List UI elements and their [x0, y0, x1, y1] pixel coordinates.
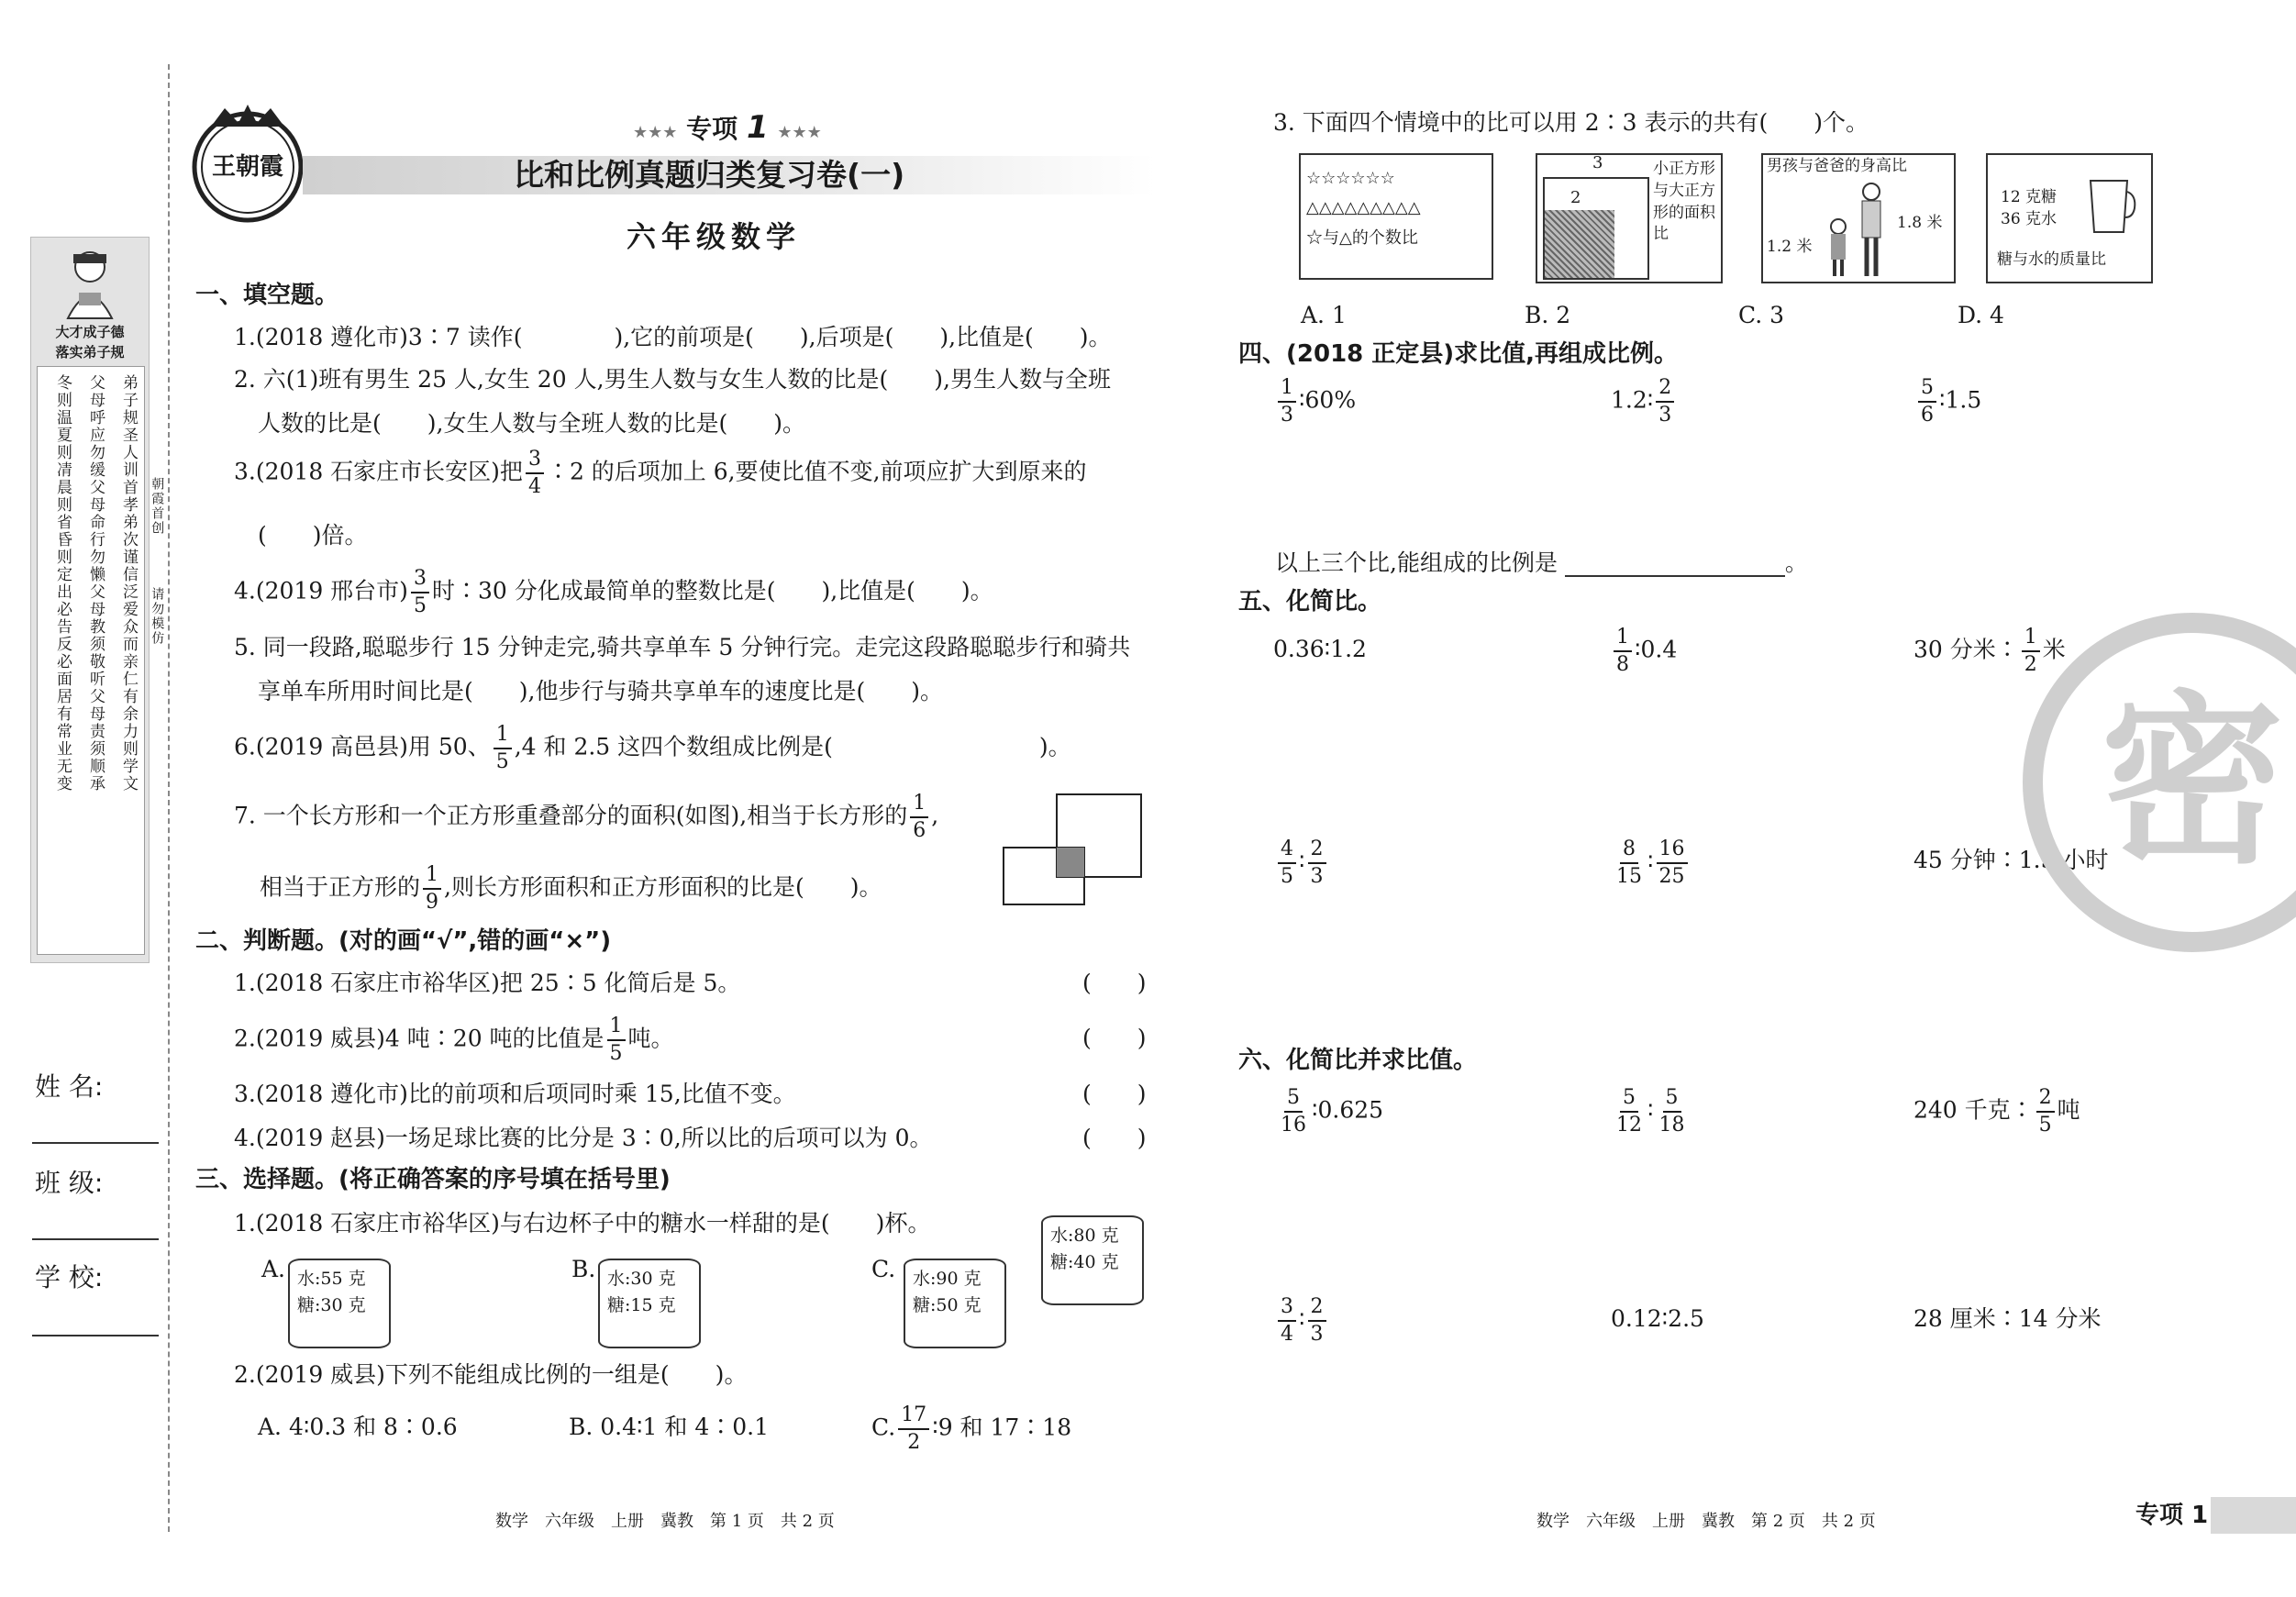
- scene-3: [1761, 153, 1956, 283]
- fraction-17-2: $\frac{17}{2}$: [898, 1405, 929, 1453]
- ratio-4-2-text: 1.2∶: [1611, 386, 1654, 414]
- fraction-4-5: $\frac{4}{5}$: [1278, 839, 1296, 887]
- simplify-5-3-suffix: 米: [2042, 636, 2066, 663]
- simplify-5-2: [1611, 627, 1677, 675]
- sidebar-motto-1: 大才成子德: [55, 324, 125, 340]
- corner-topic-label: 专项 1: [2135, 1502, 2209, 1529]
- ratio-4-3-text: ∶1.5: [1939, 386, 1982, 414]
- simplify-6-1: [1275, 1088, 1383, 1136]
- simplify-5-1: 0.36∶1.2: [1273, 636, 1367, 662]
- scene-2-small-square: [1545, 210, 1614, 278]
- choice-q1: 1.(2018 石家庄市裕华区)与右边杯子中的糖水一样甜的是( )杯。: [234, 1210, 931, 1237]
- cup-b-label: B.: [571, 1256, 596, 1282]
- cup-a-sugar: 糖:30 克: [297, 1294, 366, 1315]
- topic-stars-left: ★★★: [633, 123, 678, 142]
- judge-q3: 3.(2018 遵化市)比的前项和后项同时乘 15,比值不变。: [234, 1081, 796, 1107]
- scene-2-top-label: 3: [1592, 153, 1603, 172]
- scene-3-title: 男孩与爸爸的身高比: [1767, 157, 1907, 175]
- brand-logo-text: 王朝霞: [211, 153, 283, 181]
- fill-q2-line1: 2. 六(1)班有男生 25 人,女生 20 人,男生人数与女生人数的比是( ),男生人数与全班: [234, 366, 1111, 393]
- topic-stars-right: ★★★: [777, 123, 822, 142]
- page-title: 比和比例真题归类复习卷(一): [514, 157, 905, 193]
- proportion-answer-line[interactable]: [1565, 555, 1785, 577]
- scene-2-caption: 小正方形与大正方形的面积比: [1653, 160, 1715, 244]
- fill-q4-suffix: 时∶30 分化成最简单的整数比是( ),比值是( )。: [431, 577, 993, 604]
- simplify-5-4-colon: ∶: [1299, 848, 1305, 875]
- choice-q3-option-c[interactable]: C. 3: [1738, 302, 1785, 328]
- sidebar-verse-box: [37, 366, 145, 955]
- choice-q3: 3. 下面四个情境中的比可以用 2∶3 表示的共有( )个。: [1273, 109, 1869, 136]
- cup-b: [598, 1259, 701, 1348]
- topic-label: [633, 108, 822, 148]
- strip-label-2: 请勿模仿: [150, 587, 165, 646]
- choice-q3-option-d[interactable]: D. 4: [1958, 302, 2004, 328]
- simplify-6-3: [1913, 1088, 2080, 1136]
- fraction-1-3: $\frac{1}{3}$: [1278, 378, 1296, 426]
- mascot-icon: [59, 247, 121, 320]
- cup-a-label: A.: [261, 1256, 286, 1282]
- right-page-footer: 数学 六年级 上册 冀教 第 2 页 共 2 页: [1536, 1512, 1876, 1531]
- corner-band: [2211, 1497, 2296, 1534]
- fill-q3-prefix: 3.(2018 石家庄市长安区)把: [234, 458, 523, 485]
- fill-q7-comma: ,: [931, 802, 939, 829]
- cup-c: [904, 1259, 1006, 1348]
- section-6-heading: 六、化简比并求比值。: [1238, 1047, 1478, 1074]
- section-2-heading: 二、判断题。(对的画“√”,错的画“×”): [195, 927, 612, 955]
- cup-a: [288, 1259, 391, 1348]
- judge-answer-2[interactable]: ( ): [1082, 1025, 1147, 1051]
- sidebar-verse-col-3: 冬则温夏则凊晨则省昏则定出必告反必面居有常业无变: [53, 374, 72, 793]
- fraction-5-6: $\frac{5}{6}$: [1918, 378, 1936, 426]
- page-subtitle: 六年级数学: [627, 219, 802, 254]
- judge-q1: 1.(2018 石家庄市裕华区)把 25∶5 化简后是 5。: [234, 970, 741, 996]
- judge-q2-prefix: 2.(2019 威县)4 吨∶20 吨的比值是: [234, 1025, 605, 1052]
- choice-q2-option-c[interactable]: [871, 1405, 1071, 1453]
- fraction-1-5: $\frac{1}{5}$: [494, 725, 512, 772]
- fill-q7b-prefix: 相当于正方形的: [260, 873, 421, 901]
- choice-q3-option-a[interactable]: A. 1: [1301, 302, 1347, 328]
- proportion-prompt-text: 以上三个比,能组成的比例是: [1275, 549, 1558, 576]
- scene-2: [1536, 153, 1723, 283]
- fill-q6-prefix: 6.(2019 高邑县)用 50、: [234, 733, 491, 760]
- sidebar-motto-2: 落实弟子规: [55, 344, 125, 360]
- cup-b-sugar: 糖:15 克: [607, 1294, 676, 1315]
- cut-line: [168, 64, 170, 1532]
- scene-4-cup-icon: [2087, 177, 2138, 236]
- fraction-1-8: $\frac{1}{8}$: [1614, 627, 1632, 675]
- class-field-line[interactable]: [32, 1238, 159, 1240]
- scene-4: [1986, 153, 2153, 283]
- scene-4-water: 36 克水: [2001, 210, 2058, 228]
- fraction-3-4: $\frac{3}{4}$: [526, 449, 544, 497]
- ratio-4-2: [1611, 378, 1677, 426]
- section-3-heading: 三、选择题。(将正确答案的序号填在括号里): [195, 1166, 671, 1193]
- simplify-5-3: [1913, 627, 2066, 675]
- cup-a-water: 水:55 克: [297, 1269, 366, 1289]
- reference-cup: [1041, 1215, 1144, 1305]
- simplify-6-2: [1611, 1088, 1691, 1136]
- judge-answer-3[interactable]: ( ): [1082, 1081, 1147, 1107]
- simplify-6-4: [1275, 1297, 1329, 1345]
- section-1-heading: 一、填空题。: [195, 282, 339, 309]
- fraction-16-25: $\frac{16}{25}$: [1657, 839, 1688, 887]
- judge-answer-1[interactable]: ( ): [1082, 970, 1147, 996]
- sidebar-verse-col-1: 弟子规圣人训首孝弟次谨信泛爱众而亲仁有余力则学文: [119, 374, 138, 793]
- judge-q2-suffix: 吨。: [627, 1025, 674, 1052]
- simplify-6-2-colon: ∶: [1647, 1096, 1654, 1124]
- fraction-1-6: $\frac{1}{6}$: [910, 793, 928, 841]
- fraction-5-16: $\frac{5}{16}$: [1281, 1086, 1306, 1137]
- simplify-6-3-prefix: 240 千克∶: [1913, 1096, 2034, 1124]
- proportion-prompt-end: 。: [1784, 549, 1808, 576]
- fraction-2-3: $\frac{2}{3}$: [1656, 378, 1674, 426]
- fill-q7b-suffix: ,则长方形面积和正方形面积的比是( )。: [444, 873, 882, 901]
- cup-c-label: C.: [871, 1256, 896, 1282]
- cup-c-water: 水:90 克: [913, 1269, 982, 1289]
- simplify-5-3-prefix: 30 分米∶: [1913, 636, 2019, 663]
- judge-answer-4[interactable]: ( ): [1082, 1125, 1147, 1151]
- name-field-label: 姓 名:: [35, 1071, 104, 1102]
- cup-c-sugar: 糖:50 克: [913, 1294, 982, 1315]
- sidebar-panel: [30, 237, 150, 963]
- simplify-6-3-suffix: 吨: [2057, 1096, 2080, 1124]
- simplify-6-6: 28 厘米∶14 分米: [1913, 1305, 2102, 1332]
- left-page-footer: 数学 六年级 上册 冀教 第 1 页 共 2 页: [495, 1512, 835, 1531]
- scene-1-caption: ☆与△的个数比: [1306, 227, 1418, 248]
- sidebar-verse-col-2: 父母呼应勿缓父母命行勿懒父母教须敬听父母责须顺承: [86, 374, 105, 793]
- simplify-6-4-colon: ∶: [1299, 1305, 1305, 1333]
- simplify-6-1-text: ∶0.625: [1312, 1096, 1384, 1124]
- simplify-5-6: 45 分钟∶1.5 小时: [1913, 847, 2109, 873]
- fill-q6: [234, 725, 1071, 772]
- simplify-5-4: [1275, 839, 1329, 887]
- reference-cup-water: 水:80 克: [1050, 1225, 1119, 1246]
- section-4-heading: 四、(2018 正定县)求比值,再组成比例。: [1238, 340, 1679, 368]
- reference-cup-sugar: 糖:40 克: [1050, 1251, 1119, 1272]
- ratio-4-3: [1915, 378, 1981, 426]
- fill-q3-suffix: ∶2 的后项加上 6,要使比值不变,前项应扩大到原来的: [546, 458, 1087, 485]
- ratio-4-1: [1275, 378, 1356, 426]
- fraction-8-15: $\frac{8}{15}$: [1616, 837, 1642, 888]
- judge-q2: [234, 1016, 674, 1064]
- scene-3-figures-icon: [1820, 181, 1893, 278]
- school-field-label: 学 校:: [35, 1262, 104, 1292]
- fill-q4: [234, 569, 993, 616]
- choice-q3-option-b[interactable]: B. 2: [1525, 302, 1571, 328]
- judge-q4: 4.(2019 赵县)一场足球比赛的比分是 3∶0,所以比的后项可以为 0。: [234, 1125, 933, 1151]
- simplify-6-5: 0.12∶2.5: [1611, 1305, 1704, 1332]
- scene-1-triangles: △△△△△△△△△: [1306, 198, 1421, 218]
- choice-q2-option-a[interactable]: A. 4∶0.3 和 8∶0.6: [258, 1414, 458, 1440]
- fill-q6-suffix: ,4 和 2.5 这四个数组成比例是( )。: [514, 733, 1071, 760]
- class-field-label: 班 级:: [35, 1168, 104, 1198]
- fill-q7-line2: [260, 865, 882, 913]
- scene-3-boy-height: 1.2 米: [1767, 238, 1813, 256]
- scene-1: [1299, 153, 1493, 280]
- section-5-heading: 五、化简比。: [1238, 588, 1382, 616]
- fraction-2-3-b: $\frac{2}{3}$: [1308, 839, 1326, 887]
- fraction-3-5: $\frac{3}{5}$: [411, 569, 429, 616]
- simplify-5-5: [1611, 839, 1691, 887]
- topic-number: 1: [746, 109, 769, 146]
- proportion-prompt: [1275, 549, 1808, 577]
- secret-stamp-text: 密: [2100, 675, 2284, 889]
- choice-q2-option-c-text: ∶9 和 17∶18: [932, 1414, 1072, 1441]
- fill-q2-line2: 人数的比是( ),女生人数与全班人数的比是( )。: [258, 410, 805, 437]
- fraction-1-9: $\frac{1}{9}$: [423, 865, 441, 913]
- fraction-1-2: $\frac{1}{2}$: [2022, 627, 2040, 675]
- scene-1-stars: ☆☆☆☆☆☆: [1306, 169, 1395, 188]
- fraction-3-4-b: $\frac{3}{4}$: [1278, 1297, 1296, 1345]
- overlap-figure: [1000, 791, 1147, 910]
- school-field-line[interactable]: [32, 1335, 159, 1336]
- fill-q5-line2: 享单车所用时间比是( ),他步行与骑共享单车的速度比是( )。: [258, 678, 943, 704]
- scene-4-caption: 糖与水的质量比: [1997, 250, 2106, 269]
- scene-3-dad-height: 1.8 米: [1897, 214, 1943, 232]
- fill-q1: 1.(2018 遵化市)3∶7 读作( ),它的前项是( ),后项是( ),比值是( )。: [234, 324, 1112, 350]
- simplify-5-2-text: ∶0.4: [1635, 636, 1678, 663]
- fraction-5-12: $\frac{5}{12}$: [1616, 1086, 1642, 1137]
- fraction-2-5: $\frac{2}{5}$: [2036, 1088, 2055, 1136]
- topic-text: 专项: [686, 114, 738, 144]
- choice-q2-option-b[interactable]: B. 0.4∶1 和 4∶0.1: [569, 1414, 769, 1440]
- fraction-2-3-c: $\frac{2}{3}$: [1308, 1297, 1326, 1345]
- fill-q3-line2: ( )倍。: [258, 522, 368, 549]
- fill-q5-line1: 5. 同一段路,聪聪步行 15 分钟走完,骑共享单车 5 分钟行完。走完这段路聪聪步行和骑共: [234, 634, 1131, 660]
- scene-4-sugar: 12 克糖: [2001, 188, 2058, 206]
- ratio-4-1-text: ∶60%: [1299, 386, 1357, 414]
- fill-q4-prefix: 4.(2019 邢台市): [234, 577, 408, 604]
- simplify-5-5-colon: ∶: [1647, 848, 1654, 875]
- choice-q2-option-c-label: C.: [871, 1414, 896, 1441]
- scene-2-left-label: 2: [1570, 188, 1581, 207]
- fill-q7-prefix: 7. 一个长方形和一个正方形重叠部分的面积(如图),相当于长方形的: [234, 802, 908, 829]
- fill-q3-line1: [234, 449, 1087, 497]
- cup-b-water: 水:30 克: [607, 1269, 676, 1289]
- fill-q7-line1: [234, 793, 938, 841]
- fraction-5-18: $\frac{5}{18}$: [1658, 1086, 1685, 1137]
- name-field-line[interactable]: [32, 1142, 159, 1144]
- strip-label-1: 朝霞首创: [150, 477, 165, 536]
- choice-q2: 2.(2019 威县)下列不能组成比例的一组是( )。: [234, 1361, 748, 1388]
- brand-logo: [183, 99, 312, 227]
- fraction-1-5-b: $\frac{1}{5}$: [607, 1016, 626, 1064]
